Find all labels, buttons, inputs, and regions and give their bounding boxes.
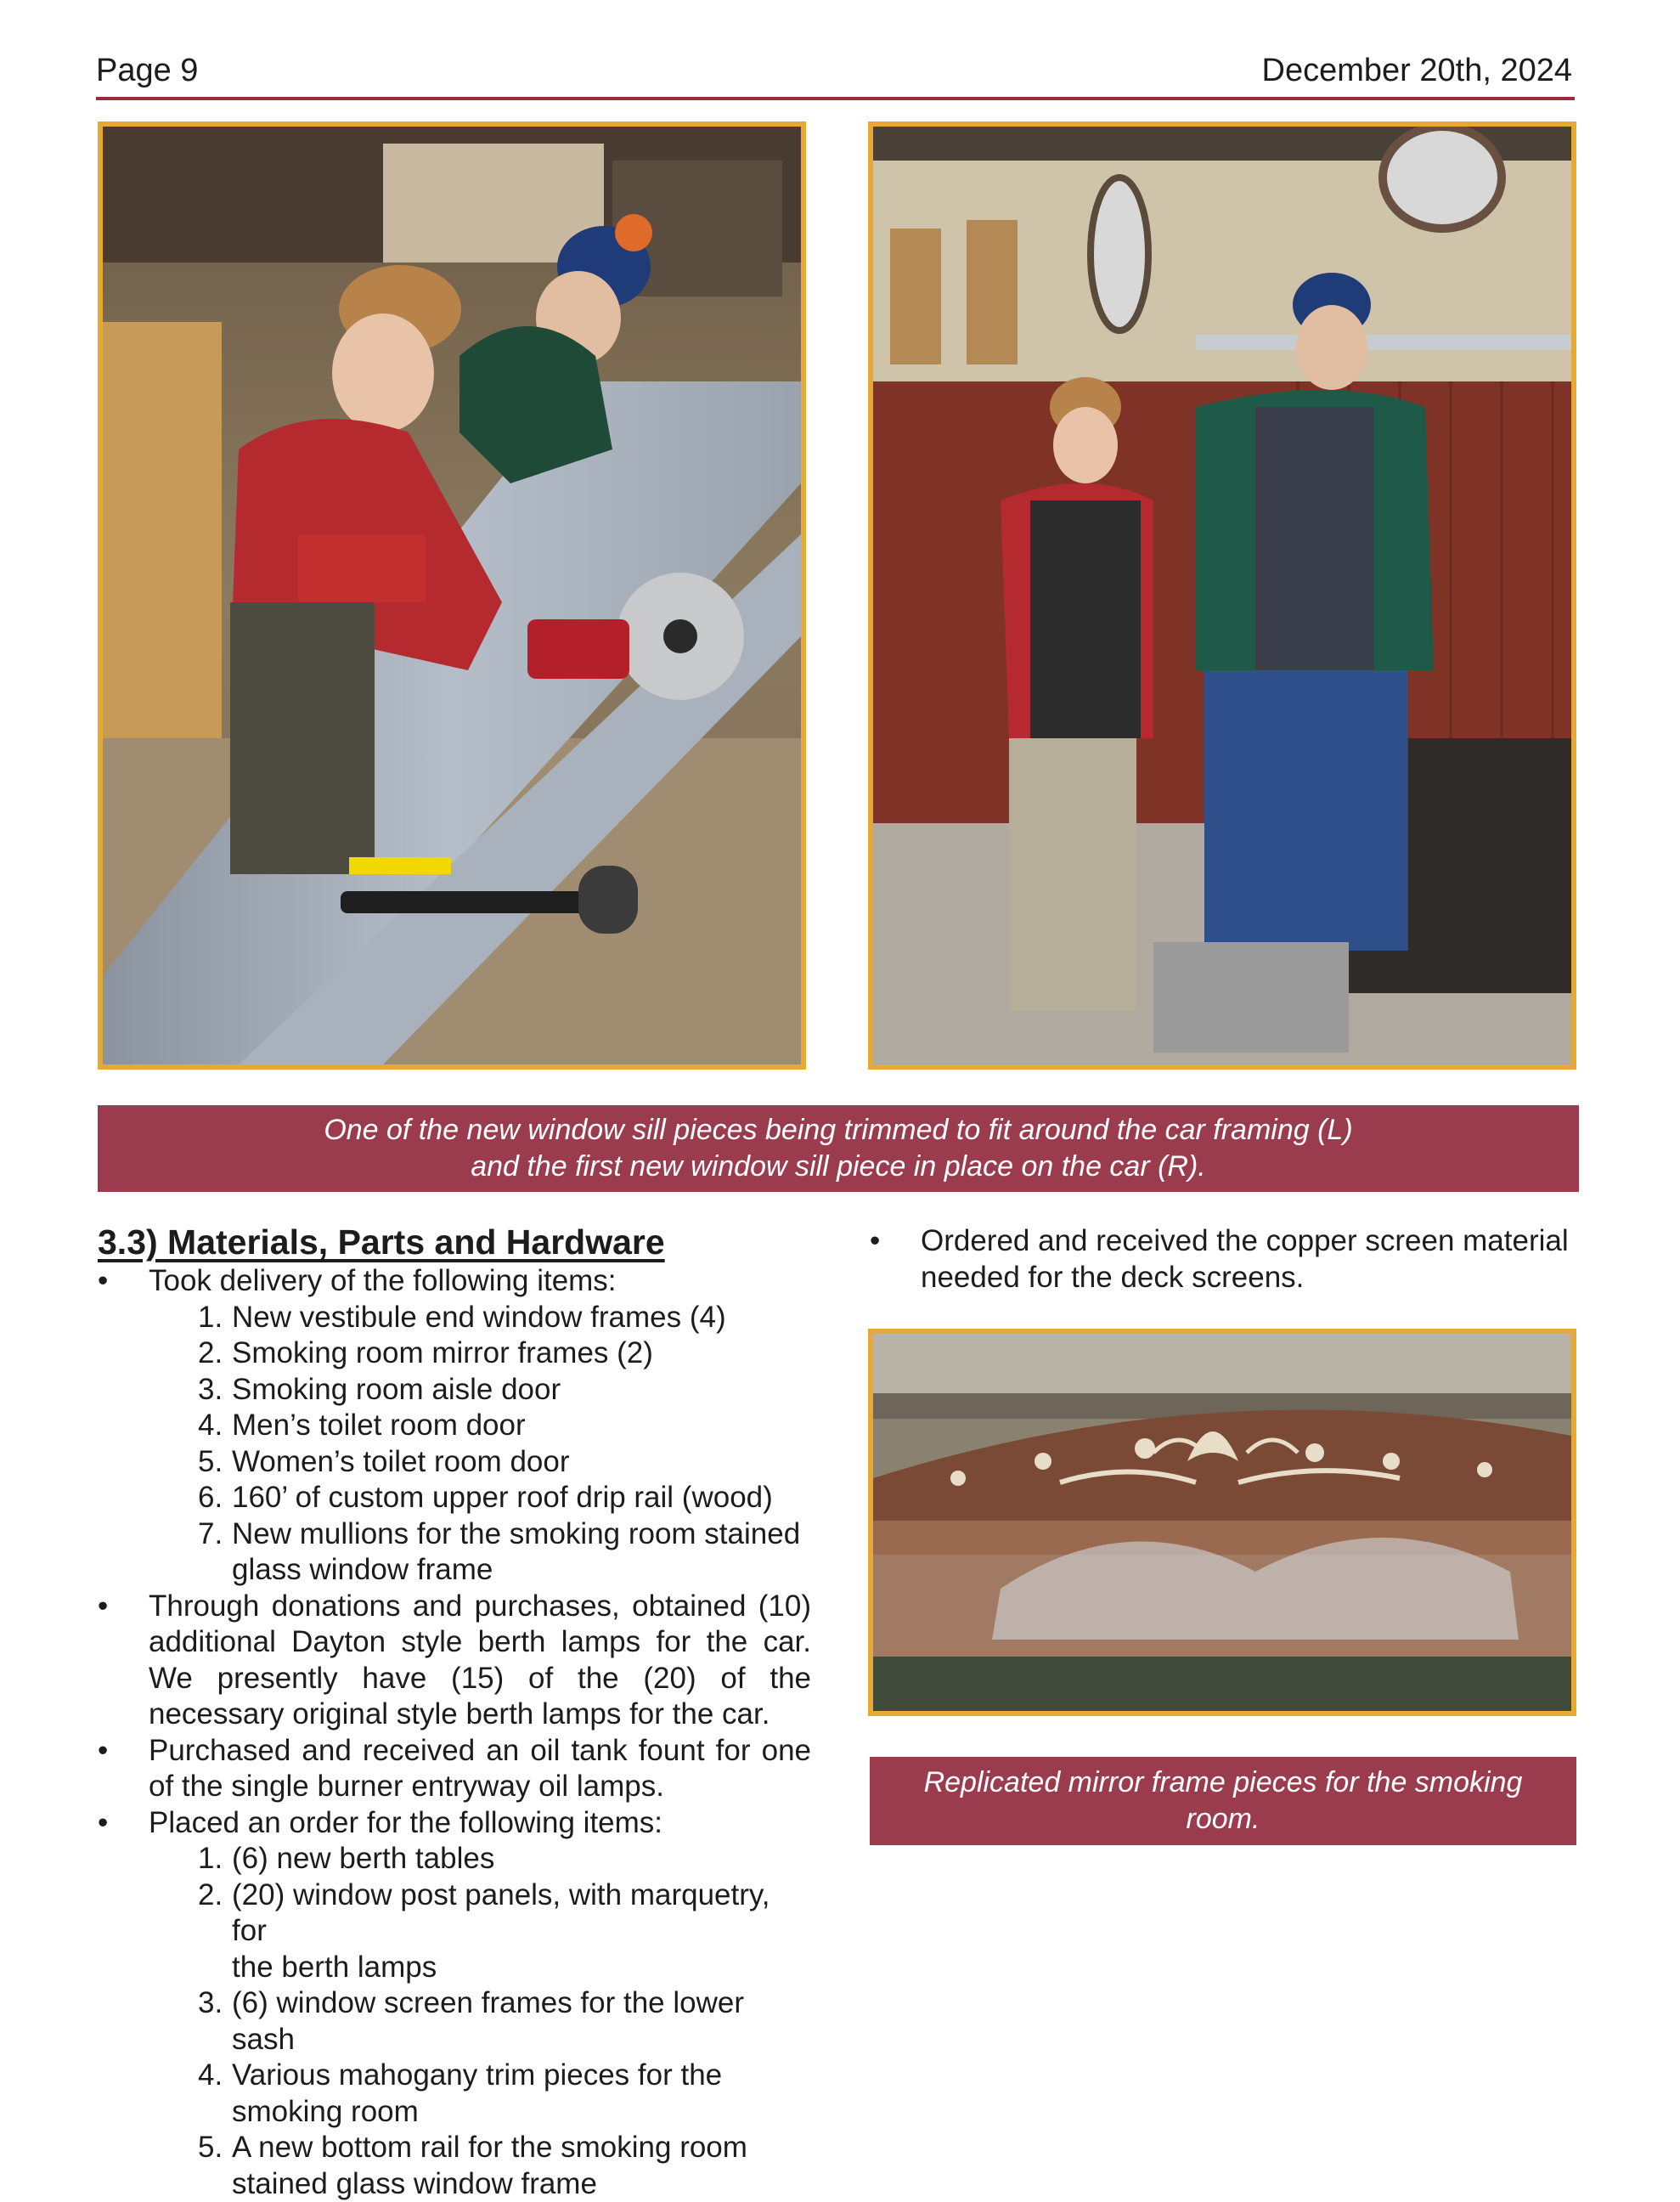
caption-mirror-line1: Replicated mirror frame pieces for the smoking: [924, 1764, 1523, 1801]
bullet-item: [870, 1223, 1583, 1296]
item-number: 4.: [198, 1408, 223, 1444]
bullet-text: Purchased and received an oil tank fount for one of the single burner entryway oil lamps.: [149, 1734, 811, 1804]
photo-mirror-frame-pieces: [868, 1329, 1576, 1716]
item-text: (20) window post panels, with marquetry, for: [232, 1878, 770, 1948]
list-item: [98, 1877, 811, 1986]
list-item: [98, 1841, 811, 1877]
bullet-text: Took delivery of the following items:: [149, 1264, 617, 1297]
list-item: [98, 1480, 811, 1516]
list-item: [98, 1444, 811, 1481]
caption-mirror-line2: room.: [924, 1801, 1523, 1838]
list-item: [98, 1516, 811, 1589]
item-text: Smoking room aisle door: [232, 1373, 561, 1406]
item-text: Men’s toilet room door: [232, 1409, 526, 1442]
item-number: 7.: [198, 1516, 223, 1553]
list-item: [98, 1985, 811, 2058]
item-text-continued: the berth lamps: [232, 1950, 811, 1986]
bullet-dot: •: [98, 1805, 108, 1842]
bullet-item: [98, 1263, 811, 1300]
bullet-item: [98, 1589, 811, 1733]
item-number: 2.: [198, 1877, 223, 1914]
item-text: Various mahogany trim pieces for the: [232, 2058, 722, 2092]
caption-top-line2: and the first new window sill piece in place on the car (R).: [324, 1149, 1352, 1185]
bullet-dot: •: [870, 1223, 880, 1260]
list-item: [98, 1335, 811, 1372]
section-title: 3.3) Materials, Parts and Hardware: [98, 1221, 811, 1263]
mirror-frame-photo-graphic: [873, 1334, 1571, 1711]
header-divider: [96, 97, 1575, 100]
photo-workshop-trimming: [98, 121, 806, 1070]
bullet-dot: •: [98, 1263, 108, 1300]
item-text: (6) new berth tables: [232, 1842, 494, 1875]
caption-mirror-photo: [870, 1757, 1576, 1845]
issue-date: December 20th, 2024: [1262, 53, 1572, 89]
bullet-text: Through donations and purchases, obtained (10) additional Dayton style berth lamps for the car. We presently have (15) of the (20) of the necessary original style berth lamps for the car.: [149, 1589, 811, 1731]
item-text: 160’ of custom upper roof drip rail (wood): [232, 1481, 773, 1514]
item-text: A new bottom rail for the smoking room: [232, 2131, 747, 2164]
list-item: [98, 2130, 811, 2202]
item-text: New vestibule end window frames (4): [232, 1301, 726, 1334]
item-text: (6) window screen frames for the lower sash: [232, 1986, 744, 2056]
bullet-text: Placed an order for the following items:: [149, 1806, 662, 1839]
right-column: [870, 1223, 1583, 1296]
item-number: 1.: [198, 1300, 223, 1336]
bullet-dot: •: [98, 1733, 108, 1770]
caption-top-line1: One of the new window sill pieces being trimmed to fit around the car framing (L): [324, 1112, 1352, 1149]
item-number: 3.: [198, 1985, 223, 2022]
item-text-continued: glass window frame: [232, 1552, 811, 1589]
list-item: [98, 1408, 811, 1444]
bullet-item: [98, 1805, 811, 1842]
list-item: [98, 1300, 811, 1336]
materials-section: [98, 1221, 811, 2202]
item-number: 6.: [198, 1480, 223, 1516]
item-text: New mullions for the smoking room stained: [232, 1517, 800, 1550]
list-item: [98, 2058, 811, 2130]
item-number: 5.: [198, 1444, 223, 1481]
caption-top-photos: [98, 1105, 1579, 1192]
item-number: 5.: [198, 2130, 223, 2166]
item-text-continued: smoking room: [232, 2094, 811, 2131]
bullet-text: Ordered and received the copper screen material needed for the deck screens.: [921, 1224, 1569, 1294]
volunteers-photo-graphic: [873, 127, 1571, 1064]
item-number: 2.: [198, 1335, 223, 1372]
bullet-dot: •: [98, 1589, 108, 1625]
page-number: Page 9: [96, 53, 198, 89]
item-number: 1.: [198, 1841, 223, 1877]
bullet-item: [98, 1733, 811, 1805]
workshop-photo-graphic: [103, 127, 801, 1064]
item-number: 4.: [198, 2058, 223, 2094]
item-text: Women’s toilet room door: [232, 1445, 570, 1478]
item-text: Smoking room mirror frames (2): [232, 1336, 653, 1369]
photo-volunteers-at-car: [868, 121, 1576, 1070]
item-number: 3.: [198, 1372, 223, 1409]
item-text-continued: stained glass window frame: [232, 2166, 811, 2202]
list-item: [98, 1372, 811, 1409]
